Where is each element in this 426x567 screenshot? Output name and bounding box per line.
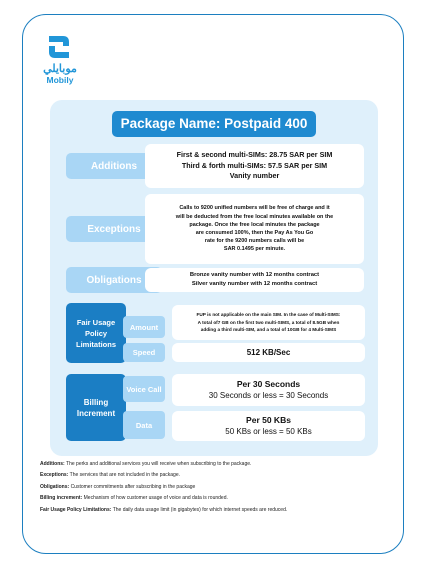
package-title: Package Name: Postpaid 400 <box>112 111 316 137</box>
voice-call-label: Voice Call <box>123 376 165 402</box>
exceptions-line: are consumed 100%, then the Pay As You Go <box>195 230 314 236</box>
amount-line: A total of7 GB on the first two multi-SIMS, a total of 8.5GB when <box>197 319 340 325</box>
glossary-item: Billing increment: Mechanism of how customer usage of voice and data is rounded. <box>40 495 228 502</box>
exceptions-line: package. Once the free local minutes the package <box>189 221 320 228</box>
amount-line: FUP is not applicable on the main SIM. In the case of Multi-SIMS: <box>196 312 341 318</box>
additions-line: Third & forth multi-SIMs: 57.5 SAR per SIM <box>181 160 328 170</box>
exceptions-line: rate for the 9200 numbers calls will be <box>204 238 305 245</box>
additions-value <box>145 144 364 188</box>
amount-value <box>172 305 365 340</box>
fair-usage-label-line: Fair Usage <box>76 317 116 327</box>
data-label: Data <box>123 411 165 439</box>
speed-value: 512 KB/Sec <box>172 343 365 362</box>
glossary-item: Additions: The perks and additional services you will receive when subscribing to the package. <box>40 461 252 467</box>
fair-usage-label-line: Policy <box>84 328 108 338</box>
obligations-line: Silver vanity number with 12 months contract <box>191 281 318 287</box>
billing-label-line: Increment <box>76 408 116 418</box>
mobily-logo-icon <box>43 32 77 62</box>
exceptions-line: will be deducted from the free local minutes available on the <box>175 213 334 220</box>
voice-call-value <box>172 374 365 406</box>
brand-name-english: Mobily <box>46 75 74 85</box>
glossary-notes <box>40 460 370 517</box>
mobily-logo <box>40 32 80 85</box>
exceptions-line: Calls to 9200 unified numbers will be free of charge and it <box>179 205 330 212</box>
glossary-item: Obligations: Customer commitments after subscribing in the package <box>40 483 196 490</box>
amount-line: adding a third multi-SIM, and a total of 10GB for 4 Multi-SIMS <box>200 327 337 333</box>
additions-line: Vanity number <box>229 171 280 181</box>
exceptions-label: Exceptions <box>66 216 162 242</box>
glossary-item: Exceptions: The services that are not included in the package. <box>40 472 181 479</box>
speed-label: Speed <box>123 343 165 362</box>
additions-label: Additions <box>66 153 162 179</box>
glossary-item: Fair Usage Policy Limitations: The daily data usage limit (in gigabytes) for which internet speeds are reduced. <box>40 506 288 513</box>
voice-call-increment: Per 30 Seconds <box>236 379 301 389</box>
voice-call-rule: 30 Seconds or less = 30 Seconds <box>208 391 329 400</box>
billing-label-line: Billing <box>83 397 109 407</box>
data-rule: 50 KBs or less = 50 KBs <box>225 427 312 436</box>
exceptions-value <box>145 194 364 264</box>
data-increment: Per 50 KBs <box>246 415 291 425</box>
billing-increment-label <box>66 374 126 441</box>
exceptions-line: SAR 0.1495 per minute. <box>223 246 286 253</box>
obligations-line: Bronze vanity number with 12 months contract <box>189 272 320 278</box>
additions-line: First & second multi-SIMs: 28.75 SAR per SIM <box>176 150 333 160</box>
fair-usage-label-line: Limitations <box>75 339 116 349</box>
obligations-label: Obligations <box>66 267 162 293</box>
brand-name-arabic: موبايلي <box>43 63 77 75</box>
data-value <box>172 411 365 441</box>
amount-label: Amount <box>123 316 165 338</box>
fair-usage-label <box>66 303 126 363</box>
obligations-value <box>145 268 364 292</box>
